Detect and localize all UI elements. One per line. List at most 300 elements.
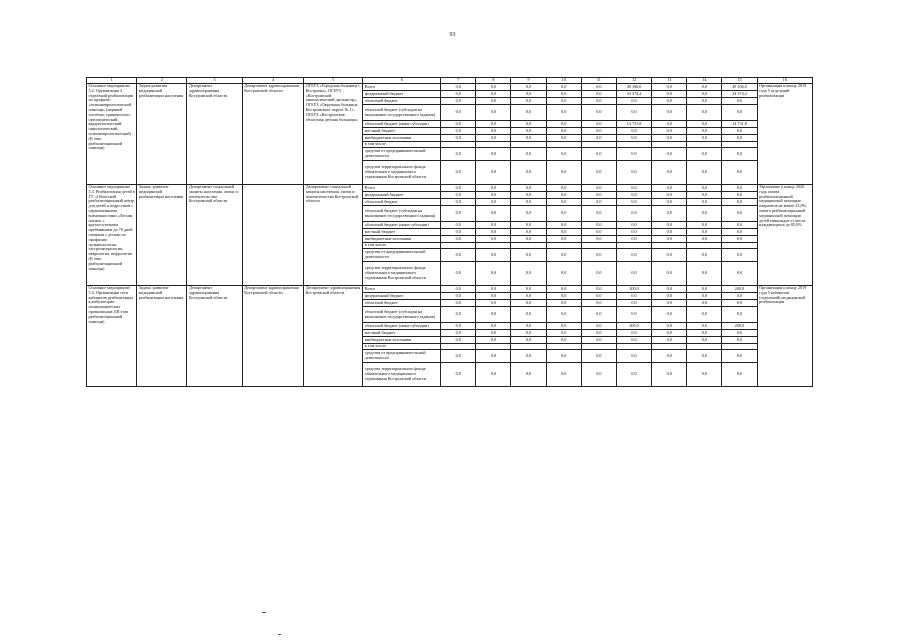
- scan-mark: [278, 634, 281, 635]
- amount-cell: 0,0: [511, 161, 546, 185]
- amount-cell: 0,0: [652, 323, 687, 330]
- funding-source-cell: средства от предпринимательской деятельности: [363, 249, 441, 262]
- amount-cell: 0,0: [476, 199, 511, 206]
- funding-source-cell: местный бюджет: [363, 330, 441, 337]
- amount-cell: 0,0: [441, 98, 476, 105]
- amount-cell: 0,0: [511, 91, 546, 98]
- amount-cell: 0,0: [546, 307, 581, 323]
- amount-cell: 0,0: [581, 236, 616, 243]
- amount-cell: 0,0: [546, 105, 581, 121]
- amount-cell: 0,0: [476, 300, 511, 307]
- amount-cell: 0,0: [581, 128, 616, 135]
- amount-cell: 0,0: [581, 337, 616, 344]
- amount-cell: 0,0: [722, 363, 757, 387]
- amount-cell: 0,0: [722, 249, 757, 262]
- amount-cell: 0,0: [476, 161, 511, 185]
- amount-cell: 0,0: [581, 222, 616, 229]
- amount-cell: 0,0: [616, 229, 651, 236]
- amount-cell: 0,0: [616, 249, 651, 262]
- amount-cell: 0,0: [546, 135, 581, 142]
- col-number: 15: [722, 78, 757, 84]
- funding-source-cell: местный бюджет: [363, 128, 441, 135]
- amount-cell: 0,0: [476, 286, 511, 293]
- amount-cell: 0,0: [687, 300, 722, 307]
- amount-cell: 0,0: [546, 330, 581, 337]
- amount-cell: 0,0: [441, 192, 476, 199]
- amount-cell: 0,0: [722, 300, 757, 307]
- col-number: 12: [616, 78, 651, 84]
- col-number: 7: [441, 78, 476, 84]
- amount-cell: 0,0: [616, 262, 651, 286]
- funding-source-cell: Всего: [363, 185, 441, 192]
- amount-cell: 49 106,0: [722, 84, 757, 91]
- amount-cell: 0,0: [687, 84, 722, 91]
- amount-cell: 0,0: [511, 363, 546, 387]
- amount-cell: 0,0: [441, 307, 476, 323]
- amount-cell: 0,0: [652, 286, 687, 293]
- amount-cell: 0,0: [687, 262, 722, 286]
- amount-cell: 0,0: [687, 229, 722, 236]
- amount-cell: 0,0: [722, 161, 757, 185]
- amount-cell: 0,0: [441, 161, 476, 185]
- amount-cell: 0,0: [476, 185, 511, 192]
- amount-cell: 0,0: [546, 199, 581, 206]
- amount-cell: 0,0: [441, 337, 476, 344]
- amount-cell: 0,0: [581, 206, 616, 222]
- task-cell: Задача: развитие медицинской реабилитации населения: [137, 185, 187, 286]
- col-number: 6: [363, 78, 441, 84]
- participant-cell: Департамент здравоохранения Костромской области: [242, 286, 304, 387]
- amount-cell: 0,0: [687, 350, 722, 363]
- amount-cell: 0,0: [652, 229, 687, 236]
- amount-cell: 0,0: [581, 161, 616, 185]
- funding-source-cell: средства территориального фонда обязательного медицинского страхования Костромской области: [363, 262, 441, 286]
- amount-cell: 0,0: [511, 330, 546, 337]
- amount-cell: 0,0: [687, 330, 722, 337]
- amount-cell: 0,0: [476, 337, 511, 344]
- funding-source-cell: в том числе:: [363, 142, 441, 148]
- amount-cell: 0,0: [476, 121, 511, 128]
- expected-result-cell: Организация к концу 2019 года 5 кабинетов (отделений) медицинской реабилитации: [757, 286, 812, 387]
- col-number: 5: [304, 78, 363, 84]
- amount-cell: 0,0: [722, 262, 757, 286]
- amount-cell: 0,0: [581, 199, 616, 206]
- amount-cell: 0,0: [652, 121, 687, 128]
- amount-cell: 0,0: [476, 293, 511, 300]
- col-number: 16: [757, 78, 812, 84]
- amount-cell: 0,0: [546, 161, 581, 185]
- amount-cell: 0,0: [441, 148, 476, 161]
- amount-cell: 0,0: [511, 135, 546, 142]
- amount-cell: 0,0: [652, 91, 687, 98]
- amount-cell: 0,0: [581, 229, 616, 236]
- amount-cell: 0,0: [652, 135, 687, 142]
- amount-cell: 0,0: [511, 206, 546, 222]
- amount-cell: 0,0: [476, 262, 511, 286]
- amount-cell: 0,0: [687, 286, 722, 293]
- amount-cell: 0,0: [652, 262, 687, 286]
- amount-cell: 0,0: [511, 148, 546, 161]
- funding-source-cell: областной бюджет (иные субсидии): [363, 222, 441, 229]
- amount-cell: 0,0: [441, 286, 476, 293]
- amount-cell: 0,0: [546, 98, 581, 105]
- amount-cell: 0,0: [687, 222, 722, 229]
- amount-cell: 0,0: [616, 206, 651, 222]
- amount-cell: 0,0: [652, 185, 687, 192]
- amount-cell: 0,0: [687, 135, 722, 142]
- funding-source-cell: внебюджетные источники: [363, 236, 441, 243]
- amount-cell: 0,0: [722, 236, 757, 243]
- amount-cell: 0,0: [687, 337, 722, 344]
- col-number: 2: [137, 78, 187, 84]
- amount-cell: 0,0: [511, 262, 546, 286]
- amount-cell: 0,0: [652, 128, 687, 135]
- table-row: [87, 185, 813, 192]
- amount-cell: 0,0: [511, 337, 546, 344]
- amount-cell: 0,0: [687, 128, 722, 135]
- amount-cell: 0,0: [687, 249, 722, 262]
- amount-cell: 0,0: [722, 148, 757, 161]
- amount-cell: 0,0: [476, 206, 511, 222]
- amount-cell: 0,0: [722, 128, 757, 135]
- amount-cell: 0,0: [476, 105, 511, 121]
- amount-cell: 0,0: [511, 323, 546, 330]
- amount-cell: 0,0: [511, 350, 546, 363]
- amount-cell: 0,0: [581, 98, 616, 105]
- amount-cell: 0,0: [722, 192, 757, 199]
- amount-cell: 0,0: [511, 199, 546, 206]
- amount-cell: 0,0: [511, 286, 546, 293]
- amount-cell: 0,0: [441, 91, 476, 98]
- amount-cell: 0,0: [441, 300, 476, 307]
- amount-cell: 0,0: [441, 363, 476, 387]
- amount-cell: 0,0: [511, 222, 546, 229]
- col-number: 9: [511, 78, 546, 84]
- amount-cell: 0,0: [581, 84, 616, 91]
- amount-cell: 0,0: [441, 128, 476, 135]
- amount-cell: 0,0: [581, 192, 616, 199]
- amount-cell: 0,0: [687, 98, 722, 105]
- amount-cell: 0,0: [511, 307, 546, 323]
- amount-cell: 0,0: [476, 135, 511, 142]
- amount-cell: 0,0: [722, 199, 757, 206]
- amount-cell: 0,0: [511, 84, 546, 91]
- funding-source-cell: Всего: [363, 286, 441, 293]
- amount-cell: 0,0: [687, 91, 722, 98]
- amount-cell: 0,0: [652, 249, 687, 262]
- amount-cell: 0,0: [546, 229, 581, 236]
- amount-cell: 0,0: [616, 363, 651, 387]
- page-number: 93: [449, 32, 456, 38]
- col-number: 14: [687, 78, 722, 84]
- amount-cell: 0,0: [652, 105, 687, 121]
- amount-cell: 0,0: [511, 98, 546, 105]
- funding-source-cell: областной бюджет (субсидии на выполнение государственного задания): [363, 105, 441, 121]
- amount-cell: 0,0: [652, 337, 687, 344]
- amount-cell: 0,0: [441, 199, 476, 206]
- col-number: 13: [652, 78, 687, 84]
- funding-source-cell: внебюджетные источники: [363, 337, 441, 344]
- amount-cell: 0,0: [546, 91, 581, 98]
- amount-cell: 0,0: [441, 206, 476, 222]
- amount-cell: 0,0: [511, 236, 546, 243]
- amount-cell: 0,0: [616, 192, 651, 199]
- amount-cell: 0,0: [722, 229, 757, 236]
- funding-source-cell: областной бюджет (иные субсидии): [363, 121, 441, 128]
- amount-cell: 0,0: [652, 307, 687, 323]
- amount-cell: 0,0: [546, 262, 581, 286]
- task-cell: Задача развития медицинской реабилитации населения: [137, 84, 187, 185]
- amount-cell: 0,0: [546, 293, 581, 300]
- amount-cell: 0,0: [722, 337, 757, 344]
- amount-cell: 0,0: [687, 199, 722, 206]
- funding-source-cell: Всего: [363, 84, 441, 91]
- amount-cell: 0,0: [476, 350, 511, 363]
- amount-cell: 0,0: [546, 350, 581, 363]
- activity-name-cell: Основное мероприятие 5.4. Организация сети кабинетов реабилитации в амбулаторно-поликлинических организациях (III этап реабилитационной помощи): [87, 286, 137, 387]
- col-number: 4: [242, 78, 304, 84]
- table-row: [87, 84, 813, 91]
- amount-cell: 0,0: [581, 262, 616, 286]
- amount-cell: 0,0: [616, 185, 651, 192]
- amount-cell: 0,0: [441, 330, 476, 337]
- amount-cell: 0,0: [652, 84, 687, 91]
- amount-cell: 0,0: [652, 148, 687, 161]
- amount-cell: 0,0: [722, 222, 757, 229]
- amount-cell: 0,0: [476, 222, 511, 229]
- amount-cell: 0,0: [687, 161, 722, 185]
- amount-cell: 0,0: [476, 128, 511, 135]
- amount-cell: 0,0: [652, 161, 687, 185]
- funding-source-cell: в том числе:: [363, 243, 441, 249]
- scan-mark: [262, 612, 266, 613]
- amount-cell: 0,0: [722, 307, 757, 323]
- amount-cell: 0,0: [652, 300, 687, 307]
- amount-cell: 0,0: [476, 249, 511, 262]
- amount-cell: 0,0: [511, 192, 546, 199]
- funding-source-cell: федеральный бюджет: [363, 293, 441, 300]
- amount-cell: 0,0: [722, 206, 757, 222]
- amount-cell: 0,0: [581, 307, 616, 323]
- participant-cell: -: [242, 185, 304, 286]
- amount-cell: 0,0: [581, 293, 616, 300]
- amount-cell: 0,0: [476, 192, 511, 199]
- amount-cell: 0,0: [581, 300, 616, 307]
- amount-cell: 0,0: [511, 128, 546, 135]
- amount-cell: 0,0: [652, 293, 687, 300]
- amount-cell: 0,0: [616, 128, 651, 135]
- amount-cell: 0,0: [476, 91, 511, 98]
- amount-cell: 0,0: [616, 337, 651, 344]
- amount-cell: 0,0: [687, 121, 722, 128]
- funding-source-cell: в том числе:: [363, 344, 441, 350]
- amount-cell: 0,0: [722, 105, 757, 121]
- amount-cell: 0,0: [546, 323, 581, 330]
- amount-cell: 0,0: [476, 323, 511, 330]
- coordinator-cell: Департамент здравоохранения Костромской области: [187, 84, 242, 185]
- amount-cell: 0,0: [581, 249, 616, 262]
- executor-cell: Департамент здравоохранения Костромской области: [304, 286, 363, 387]
- amount-cell: 0,0: [687, 323, 722, 330]
- amount-cell: 0,0: [476, 148, 511, 161]
- col-number: 8: [476, 78, 511, 84]
- coordinator-cell: Департамент социальной защиты населения, опеки и попечительства Костромской области: [187, 185, 242, 286]
- amount-cell: 0,0: [441, 105, 476, 121]
- amount-cell: 0,0: [511, 105, 546, 121]
- amount-cell: 0,0: [687, 105, 722, 121]
- amount-cell: 0,0: [652, 363, 687, 387]
- amount-cell: 200,0: [616, 286, 651, 293]
- amount-cell: 0,0: [476, 330, 511, 337]
- amount-cell: 0,0: [616, 98, 651, 105]
- amount-cell: 0,0: [652, 98, 687, 105]
- amount-cell: 0,0: [546, 236, 581, 243]
- col-number: 11: [581, 78, 616, 84]
- amount-cell: 0,0: [581, 323, 616, 330]
- amount-cell: 0,0: [441, 135, 476, 142]
- amount-cell: 14 731,8: [616, 121, 651, 128]
- funding-source-cell: федеральный бюджет: [363, 91, 441, 98]
- amount-cell: 0,0: [581, 185, 616, 192]
- amount-cell: 0,0: [511, 300, 546, 307]
- amount-cell: 0,0: [546, 185, 581, 192]
- amount-cell: 0,0: [441, 222, 476, 229]
- amount-cell: 0,0: [546, 206, 581, 222]
- amount-cell: 0,0: [511, 249, 546, 262]
- amount-cell: 0,0: [581, 105, 616, 121]
- amount-cell: 0,0: [476, 363, 511, 387]
- col-number: 3: [187, 78, 242, 84]
- amount-cell: 0,0: [616, 105, 651, 121]
- amount-cell: 0,0: [546, 121, 581, 128]
- amount-cell: 14 731,8: [722, 121, 757, 128]
- amount-cell: 0,0: [652, 206, 687, 222]
- amount-cell: 0,0: [581, 330, 616, 337]
- amount-cell: 0,0: [546, 249, 581, 262]
- amount-cell: 0,0: [722, 98, 757, 105]
- funding-source-cell: средства от предпринимательской деятельности: [363, 350, 441, 363]
- executor-cell: Департамент социальной защиты населения, опеки и попечительства Костромской области: [304, 185, 363, 286]
- program-activities-table: [86, 77, 813, 387]
- amount-cell: 0,0: [441, 229, 476, 236]
- amount-cell: 0,0: [546, 286, 581, 293]
- amount-cell: 0,0: [546, 148, 581, 161]
- amount-cell: 0,0: [687, 293, 722, 300]
- amount-cell: 0,0: [722, 350, 757, 363]
- amount-cell: 0,0: [476, 307, 511, 323]
- amount-cell: 0,0: [581, 91, 616, 98]
- amount-cell: 0,0: [546, 192, 581, 199]
- amount-cell: 0,0: [476, 229, 511, 236]
- amount-cell: 0,0: [616, 293, 651, 300]
- amount-cell: 0,0: [616, 148, 651, 161]
- amount-cell: 0,0: [476, 98, 511, 105]
- amount-cell: 0,0: [511, 229, 546, 236]
- amount-cell: 0,0: [581, 135, 616, 142]
- funding-source-cell: областной бюджет (субсидии на выполнение государственного задания): [363, 206, 441, 222]
- amount-cell: 0,0: [687, 206, 722, 222]
- amount-cell: 0,0: [616, 350, 651, 363]
- amount-cell: 0,0: [546, 222, 581, 229]
- amount-cell: 0,0: [616, 222, 651, 229]
- amount-cell: 0,0: [616, 135, 651, 142]
- amount-cell: 0,0: [687, 185, 722, 192]
- amount-cell: 0,0: [687, 192, 722, 199]
- activity-name-cell: Основное мероприятие 5.3. Реабилитация детей в ГУ «Областной реабилитационный центр для детей и подростков с ограниченными возможностями «Лесная сказка» с круглосуточным пребыванием до 70 дней сменами с детьми по профилям: пульмонология, гастроэнтерология, неврология, нефрология (II этап реабилитационной помощи): [87, 185, 137, 286]
- col-number: 1: [87, 78, 137, 84]
- amount-cell: 0,0: [652, 222, 687, 229]
- amount-cell: 0,0: [441, 262, 476, 286]
- amount-cell: 0,0: [652, 350, 687, 363]
- amount-cell: 0,0: [652, 192, 687, 199]
- coordinator-cell: Департамент здравоохранения Костромской области: [187, 286, 242, 387]
- funding-source-cell: областной бюджет: [363, 98, 441, 105]
- amount-cell: 0,0: [652, 199, 687, 206]
- amount-cell: 0,0: [616, 199, 651, 206]
- amount-cell: 0,0: [511, 185, 546, 192]
- amount-cell: 0,0: [722, 135, 757, 142]
- amount-cell: 0,0: [616, 236, 651, 243]
- amount-cell: 0,0: [687, 236, 722, 243]
- funding-source-cell: федеральный бюджет: [363, 192, 441, 199]
- amount-cell: 0,0: [581, 363, 616, 387]
- amount-cell: 0,0: [722, 330, 757, 337]
- funding-source-cell: областной бюджет (субсидии на выполнение государственного задания): [363, 307, 441, 323]
- executor-cell: ОГБУЗ «Городская больница г. Костромы», ОГБУЗ «Костромской онкологический диспансер», ОГБУЗ «Окружная больница Костромского округа № 1», ОГБУЗ «Костромская областная детская больница»: [304, 84, 363, 185]
- amount-cell: 49 106,0: [616, 84, 651, 91]
- funding-source-cell: средства территориального фонда обязательного медицинского страхования Костромской области: [363, 363, 441, 387]
- amount-cell: 0,0: [441, 236, 476, 243]
- amount-cell: 0,0: [616, 300, 651, 307]
- amount-cell: 0,0: [441, 84, 476, 91]
- funding-source-cell: областной бюджет: [363, 300, 441, 307]
- funding-source-cell: областной бюджет: [363, 199, 441, 206]
- participant-cell: Департамент здравоохранения Костромской области: [242, 84, 304, 185]
- task-cell: Задача: развитие медицинской реабилитации населения: [137, 286, 187, 387]
- amount-cell: 0,0: [441, 121, 476, 128]
- amount-cell: 0,0: [546, 337, 581, 344]
- amount-cell: 0,0: [546, 300, 581, 307]
- amount-cell: 0,0: [687, 307, 722, 323]
- amount-cell: 0,0: [476, 236, 511, 243]
- amount-cell: 0,0: [476, 84, 511, 91]
- amount-cell: 0,0: [616, 330, 651, 337]
- amount-cell: 0,0: [441, 323, 476, 330]
- amount-cell: 0,0: [652, 330, 687, 337]
- expected-result-cell: Увеличение к концу 2020 года охвата реабилитационной медицинской помощью пациентов не менее 25,0%, охвата реабилитационной медицинской помощью детей-инвалидов от числа нуждающихся до 85,0%: [757, 185, 812, 286]
- amount-cell: 0,0: [652, 236, 687, 243]
- amount-cell: 0,0: [687, 363, 722, 387]
- amount-cell: 0,0: [581, 148, 616, 161]
- amount-cell: 34 374,2: [616, 91, 651, 98]
- amount-cell: 200,0: [722, 323, 757, 330]
- funding-source-cell: местный бюджет: [363, 229, 441, 236]
- amount-cell: 34 374,2: [722, 91, 757, 98]
- table-row: [87, 286, 813, 293]
- expected-result-cell: Организация к концу 2019 года 5 отделений реабилитации: [757, 84, 812, 185]
- amount-cell: 200,0: [722, 286, 757, 293]
- amount-cell: 0,0: [546, 84, 581, 91]
- funding-source-cell: средства территориального фонда обязательного медицинского страхования Костромской области: [363, 161, 441, 185]
- amount-cell: 0,0: [441, 249, 476, 262]
- funding-source-cell: областной бюджет (иные субсидии): [363, 323, 441, 330]
- amount-cell: 0,0: [581, 350, 616, 363]
- amount-cell: 0,0: [722, 293, 757, 300]
- funding-source-cell: внебюджетные источники: [363, 135, 441, 142]
- amount-cell: 0,0: [581, 121, 616, 128]
- amount-cell: 0,0: [546, 128, 581, 135]
- amount-cell: 0,0: [441, 185, 476, 192]
